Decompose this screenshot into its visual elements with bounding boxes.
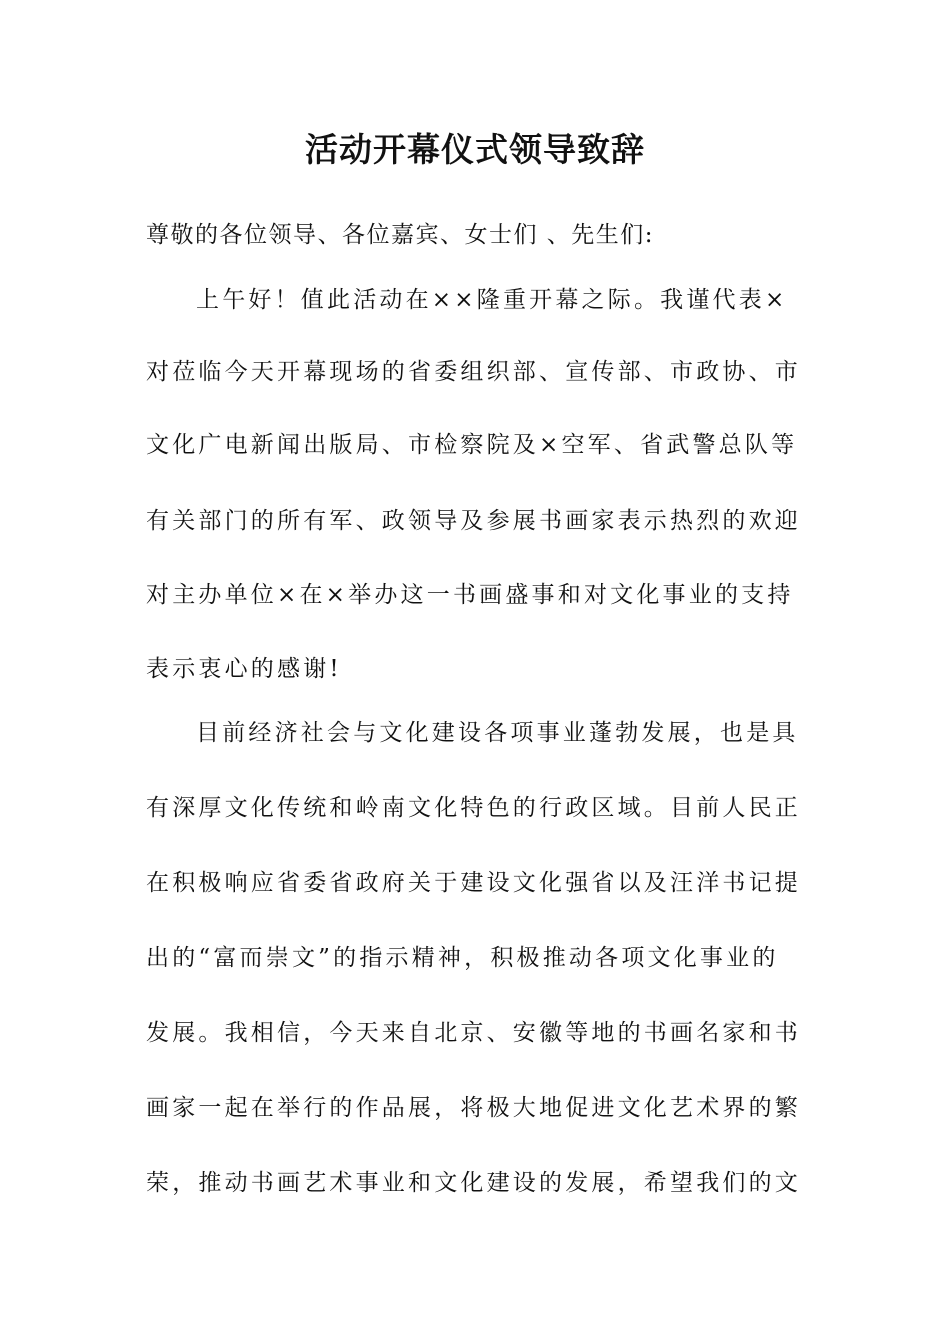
body-line: 表示衷心的感谢! [146, 656, 342, 682]
body-line: 目前经济社会与文化建设各项事业蓬勃发展，也是具 [196, 720, 799, 746]
body-line: 画家一起在举行的作品展，将极大地促进文化艺术界的繁 [146, 1095, 801, 1121]
body-line: 荣，推动书画艺术事业和文化建设的发展，希望我们的文 [146, 1170, 801, 1196]
document-title: 活动开幕仪式领导致辞 [305, 130, 645, 169]
body-line: 有关部门的所有军、政领导及参展书画家表示热烈的欢迎 [146, 508, 801, 534]
body-line: 在积极响应省委省政府关于建设文化强省以及汪洋书记提 [146, 870, 801, 896]
body-line: 对主办单位×在×举办这一书画盛事和对文化事业的支持 [146, 582, 794, 608]
salutation-line: 尊敬的各位领导、各位嘉宾、女士们 、先生们: [146, 222, 655, 248]
body-line: 有深厚文化传统和岭南文化特色的行政区域。目前人民正 [146, 795, 801, 821]
body-line: 对莅临今天开幕现场的省委组织部、宣传部、市政协、市 [146, 359, 801, 385]
body-line: 上午好！值此活动在××隆重开幕之际。我谨代表× [196, 287, 788, 313]
body-line: 出的“富而崇文”的指示精神，积极推动各项文化事业的 [146, 945, 779, 971]
body-line: 文化广电新闻出版局、市检察院及×空军、省武警总队等 [146, 432, 798, 458]
body-line: 发展。我相信，今天来自北京、安徽等地的书画名家和书 [146, 1020, 801, 1046]
